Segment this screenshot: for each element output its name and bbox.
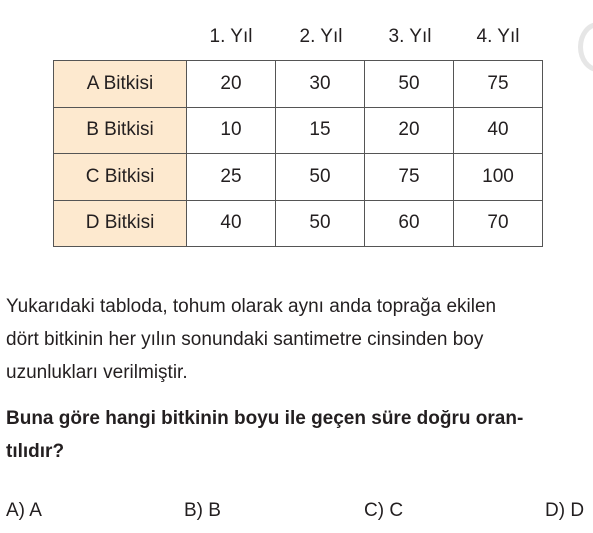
option-d[interactable]: D) D: [545, 500, 585, 521]
page-corner-decoration: [578, 22, 593, 72]
description-line: Yukarıdaki tabloda, tohum olarak aynı anda toprağa ekilen: [6, 296, 497, 317]
question-line: tılıdır?: [6, 441, 65, 462]
table-cell: 40: [187, 200, 276, 247]
table-row: [54, 107, 543, 154]
problem-description: [6, 290, 593, 389]
table-cell: 50: [276, 154, 365, 201]
description-line: dört bitkinin her yılın sonundaki santimetre cinsinden boy: [6, 329, 484, 350]
table-cell: 50: [365, 61, 454, 108]
table-cell: 30: [276, 61, 365, 108]
option-b[interactable]: B) B: [184, 500, 221, 521]
table-cell: 75: [454, 61, 543, 108]
table-cell: 100: [454, 154, 543, 201]
table-row: [54, 154, 543, 201]
row-header-b: B Bitkisi: [54, 107, 187, 154]
option-c[interactable]: C) C: [364, 500, 404, 521]
plant-height-table: [53, 60, 543, 247]
question-line: Buna göre hangi bitkinin boyu ile geçen süre doğru oran-: [6, 408, 524, 429]
table-cell: 75: [365, 154, 454, 201]
table-cell: 50: [276, 200, 365, 247]
table-row: [54, 61, 543, 108]
row-header-c: C Bitkisi: [54, 154, 187, 201]
table-cell: 20: [187, 61, 276, 108]
table-cell: 10: [187, 107, 276, 154]
table-cell: 70: [454, 200, 543, 247]
column-header-year-2: 2. Yıl: [299, 26, 343, 47]
column-header-year-3: 3. Yıl: [388, 26, 432, 47]
table-cell: 20: [365, 107, 454, 154]
table-row: [54, 200, 543, 247]
table-cell: 60: [365, 200, 454, 247]
table-cell: 40: [454, 107, 543, 154]
table-cell: 15: [276, 107, 365, 154]
description-line: uzunlukları verilmiştir.: [6, 362, 188, 383]
column-header-year-1: 1. Yıl: [209, 26, 253, 47]
table-cell: 25: [187, 154, 276, 201]
option-a[interactable]: A) A: [6, 500, 42, 521]
row-header-d: D Bitkisi: [54, 200, 187, 247]
question-text: [6, 402, 593, 468]
column-header-year-4: 4. Yıl: [476, 26, 520, 47]
row-header-a: A Bitkisi: [54, 61, 187, 108]
